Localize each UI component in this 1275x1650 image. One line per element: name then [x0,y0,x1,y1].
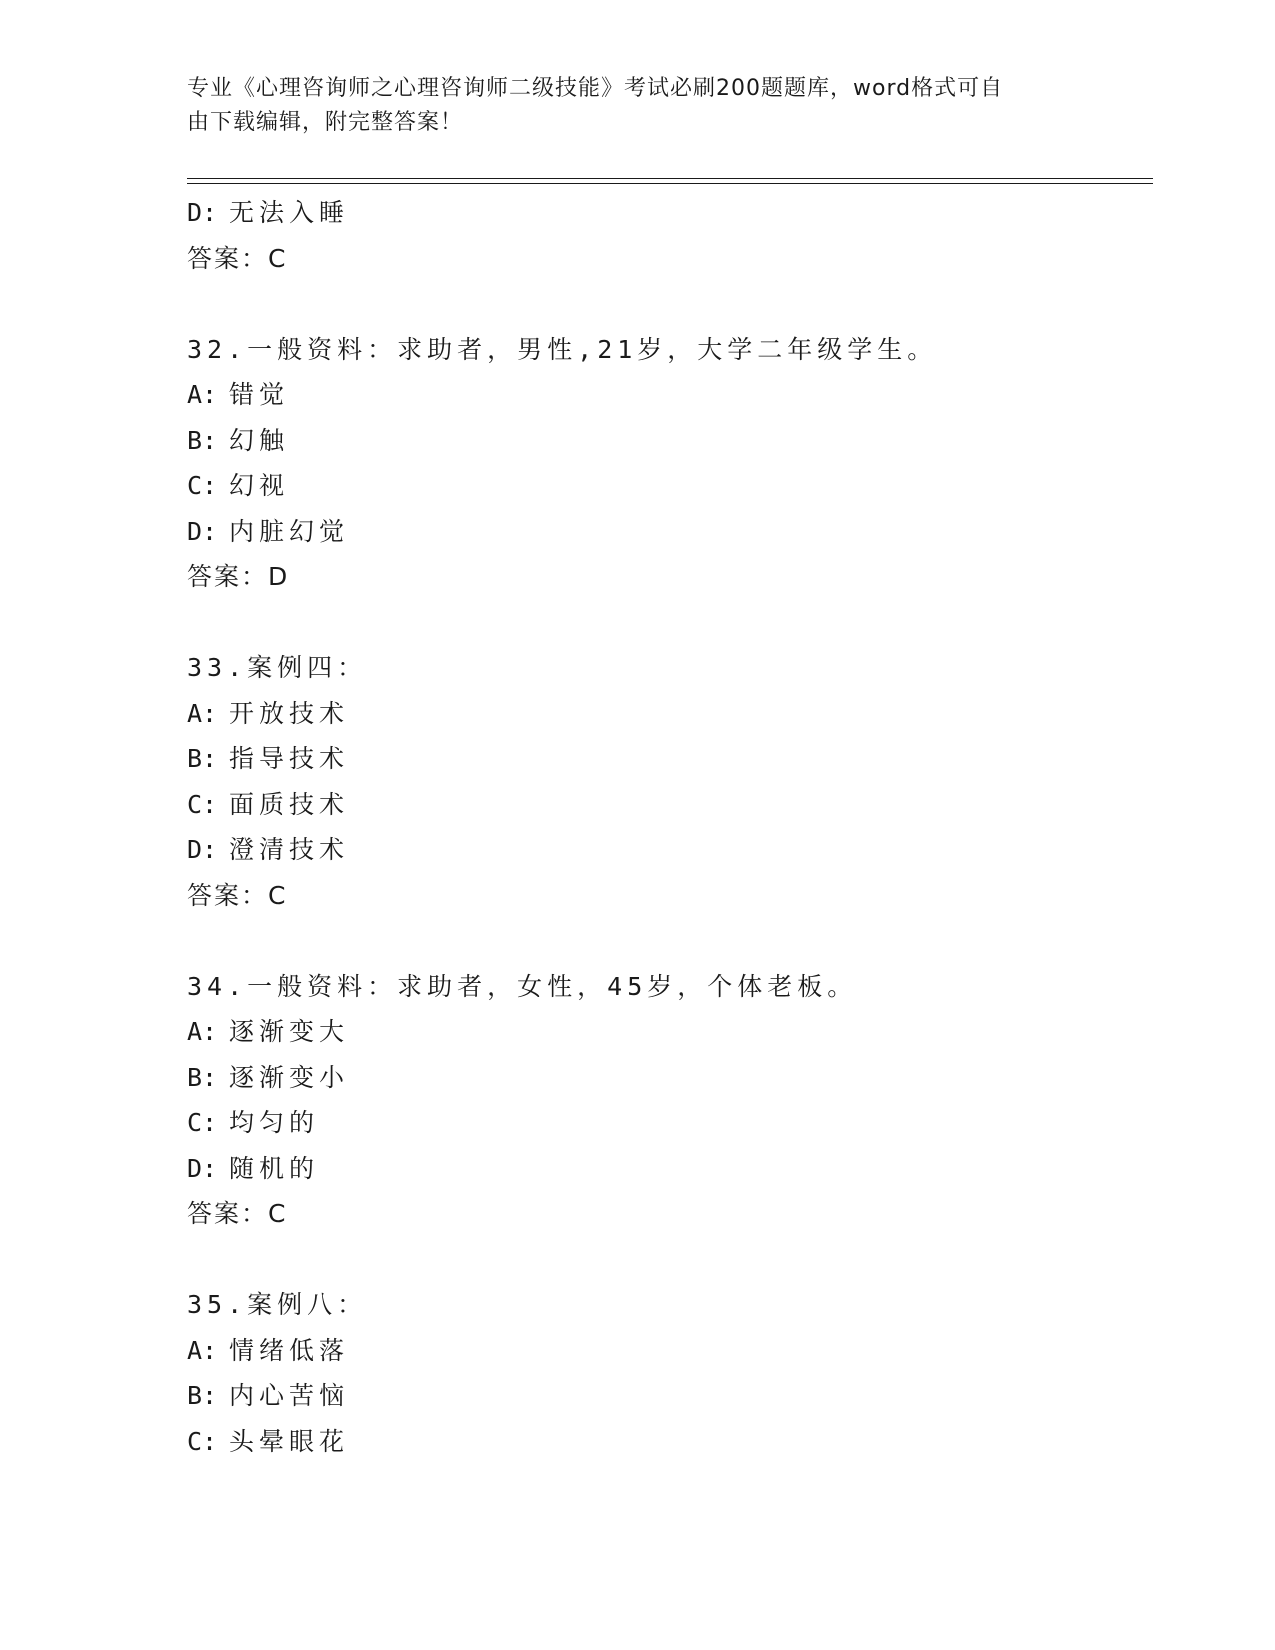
option-text: 开放技术 [229,698,350,728]
spacer [187,281,1147,327]
option-text: 指导技术 [229,744,350,773]
option-label: B: [187,744,218,773]
option-text: 内心苦恼 [229,1381,350,1410]
option-text: 内脏幻觉 [229,516,350,546]
option-text: 错觉 [229,380,290,409]
option-label: B: [187,1062,218,1092]
option-b [187,736,1147,782]
question-title: 33.案例四： [187,653,368,682]
question-title: 35.案例八： [187,1290,368,1319]
option-label: A: [187,1017,218,1046]
option-label: D: [187,1153,218,1183]
header-line-1: 专业《心理咨询师之心理咨询师二级技能》考试必刷200题题库，word格式可自 [187,76,1004,101]
option-text: 澄清技术 [229,835,350,864]
option-a [187,691,1147,737]
option-c [187,1419,1147,1465]
option-label: D: [187,516,218,546]
option-label: A: [187,698,218,728]
option-a [187,1009,1147,1055]
option-c [187,1100,1147,1146]
option-b [187,1055,1147,1101]
option-label: D: [187,198,218,227]
option-b [187,418,1147,464]
header-line-2: 由下载编辑，附完整答案！ [187,110,464,135]
option-text: 无法入睡 [229,198,350,227]
answer-line: 答案：C [187,880,288,910]
answer-line: 答案：C [187,243,288,273]
option-label: B: [187,1381,218,1410]
option-text: 逐渐变小 [229,1062,350,1092]
option-text: 随机的 [229,1153,320,1183]
option-c [187,463,1147,509]
option-label: C: [187,789,218,819]
option-text: 逐渐变大 [229,1017,350,1046]
header-divider-bottom [187,183,1153,184]
option-label: A: [187,380,218,409]
document-header [187,72,1087,140]
option-label: C: [187,1108,218,1137]
option-text: 幻触 [229,425,290,455]
option-text: 情绪低落 [229,1335,350,1365]
option-label: D: [187,835,218,864]
option-text: 幻视 [229,471,290,500]
option-b [187,1373,1147,1419]
answer-line: 答案：C [187,1199,288,1228]
question-list [187,190,1147,1464]
option-text: 均匀的 [229,1108,320,1137]
option-label: B: [187,425,218,455]
option-label: A: [187,1335,218,1365]
option-d [187,827,1147,873]
option-label: C: [187,1426,218,1456]
answer-line: 答案：D [187,562,290,591]
option-a [187,1328,1147,1374]
question-title: 34.一般资料：求助者，女性，45岁，个体老板。 [187,971,858,1001]
option-text: 面质技术 [229,789,350,819]
option-c [187,782,1147,828]
header-divider-top [187,178,1153,179]
option-a [187,372,1147,418]
spacer [187,918,1147,964]
option-d [187,1146,1147,1192]
spacer [187,1237,1147,1283]
option-text: 头晕眼花 [229,1426,350,1456]
option-d [187,509,1147,555]
option-label: C: [187,471,218,500]
spacer [187,600,1147,646]
question-title: 32.一般资料：求助者，男性,21岁，大学二年级学生。 [187,334,938,364]
option-d [187,190,1147,236]
